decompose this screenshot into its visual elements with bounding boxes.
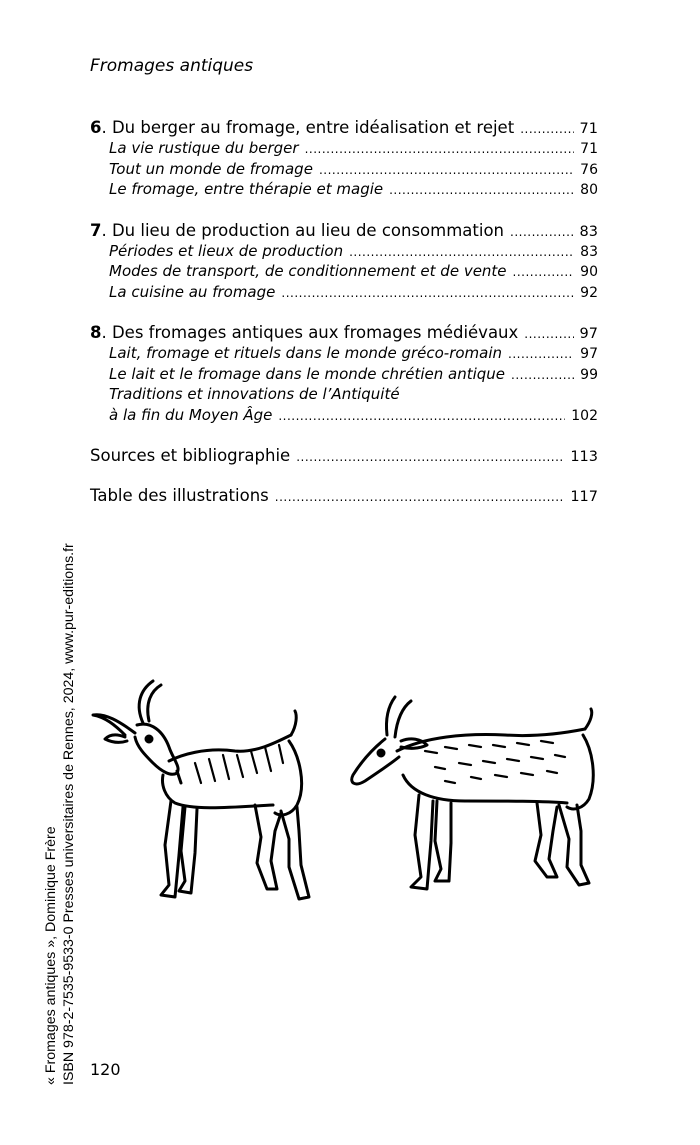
running-header-title: Fromages antiques (90, 56, 254, 76)
page-ref: 80 (580, 182, 598, 198)
toc-section-entry-line2[interactable] (90, 405, 598, 426)
chapter-number: 8 (90, 323, 102, 342)
toc-chapter-entry[interactable] (90, 322, 598, 343)
goats-illustration (85, 655, 610, 920)
toc-section-entry[interactable] (90, 364, 598, 385)
chapter-number: 7 (90, 220, 102, 240)
toc-sources (90, 445, 598, 466)
dot-leader (296, 447, 564, 468)
dot-leader (305, 139, 575, 160)
toc-section-entry[interactable] (90, 343, 598, 364)
section-title: Le fromage, entre thérapie et magie (109, 180, 384, 198)
toc-back-entry[interactable] (90, 445, 598, 466)
dot-leader (520, 119, 573, 140)
side-credit-line-2: ISBN 978-2-7535-9533-0 Presses universitaires de Rennes, 2024, www.pur-editions.fr (61, 543, 77, 1085)
dot-leader (389, 180, 574, 201)
back-title: Sources et bibliographie (90, 446, 291, 465)
dot-leader (275, 487, 565, 508)
section-title: à la fin du Moyen Âge (109, 405, 273, 424)
page-ref: 99 (580, 366, 598, 383)
page-ref: 97 (580, 346, 598, 362)
dot-leader (513, 262, 575, 283)
toc-illustrations (90, 485, 598, 506)
dot-leader (319, 160, 574, 181)
toc-chapter-entry[interactable] (90, 220, 598, 241)
toc-chapter-8 (90, 322, 598, 425)
dot-leader (281, 283, 574, 304)
section-title: La cuisine au fromage (109, 282, 276, 301)
toc-section-entry[interactable] (90, 261, 598, 282)
toc-section-entry-line1[interactable] (90, 384, 598, 405)
toc-section-entry[interactable] (90, 241, 598, 262)
section-title: Le lait et le fromage dans le monde chrétien antique (109, 364, 506, 383)
chapter-title: . Des fromages antiques aux fromages médiévaux (101, 323, 519, 342)
chapter-title: . Du lieu de production au lieu de consommation (101, 220, 505, 240)
section-title: Modes de transport, de conditionnement et de vente (109, 262, 507, 280)
page-ref: 97 (579, 326, 598, 342)
toc-section-entry[interactable] (90, 159, 598, 180)
page-ref: 90 (580, 264, 598, 280)
section-title: La vie rustique du berger (109, 139, 299, 157)
page-ref: 76 (580, 161, 598, 178)
dot-leader (510, 222, 574, 243)
page-ref: 83 (579, 223, 598, 240)
goat-left-drawing (93, 681, 309, 899)
side-credit (42, 543, 78, 1085)
dot-leader (524, 324, 573, 345)
dot-leader (278, 406, 565, 427)
section-title: Périodes et lieux de production (109, 241, 344, 260)
page-ref: 102 (571, 407, 598, 424)
dot-leader (508, 344, 574, 365)
table-of-contents (90, 117, 598, 525)
side-credit-line-1: « Fromages antiques », Dominique Frère (43, 826, 59, 1085)
toc-chapter-entry[interactable] (90, 117, 598, 138)
chapter-number: 6 (90, 118, 102, 137)
toc-back-entry[interactable] (90, 485, 598, 506)
page-ref: 117 (570, 489, 598, 505)
page-ref: 71 (580, 141, 598, 157)
page-number: 120 (90, 1060, 121, 1079)
page-ref: 71 (579, 121, 598, 137)
section-title: Traditions et innovations de l’Antiquité (109, 385, 400, 403)
page-ref: 113 (570, 449, 598, 465)
goat-right-drawing (352, 697, 594, 889)
toc-chapter-6 (90, 117, 598, 200)
page-ref: 92 (580, 284, 598, 301)
dot-leader (511, 365, 574, 386)
toc-section-entry[interactable] (90, 138, 598, 159)
page-ref: 83 (580, 243, 598, 260)
dot-leader (349, 242, 574, 263)
toc-section-entry[interactable] (90, 179, 598, 200)
toc-section-entry[interactable] (90, 282, 598, 303)
back-title: Table des illustrations (90, 486, 269, 505)
chapter-title: . Du berger au fromage, entre idéalisation et rejet (101, 118, 515, 137)
section-title: Lait, fromage et rituels dans le monde gréco-romain (109, 344, 503, 362)
section-title: Tout un monde de fromage (109, 159, 313, 178)
toc-chapter-7 (90, 220, 598, 303)
